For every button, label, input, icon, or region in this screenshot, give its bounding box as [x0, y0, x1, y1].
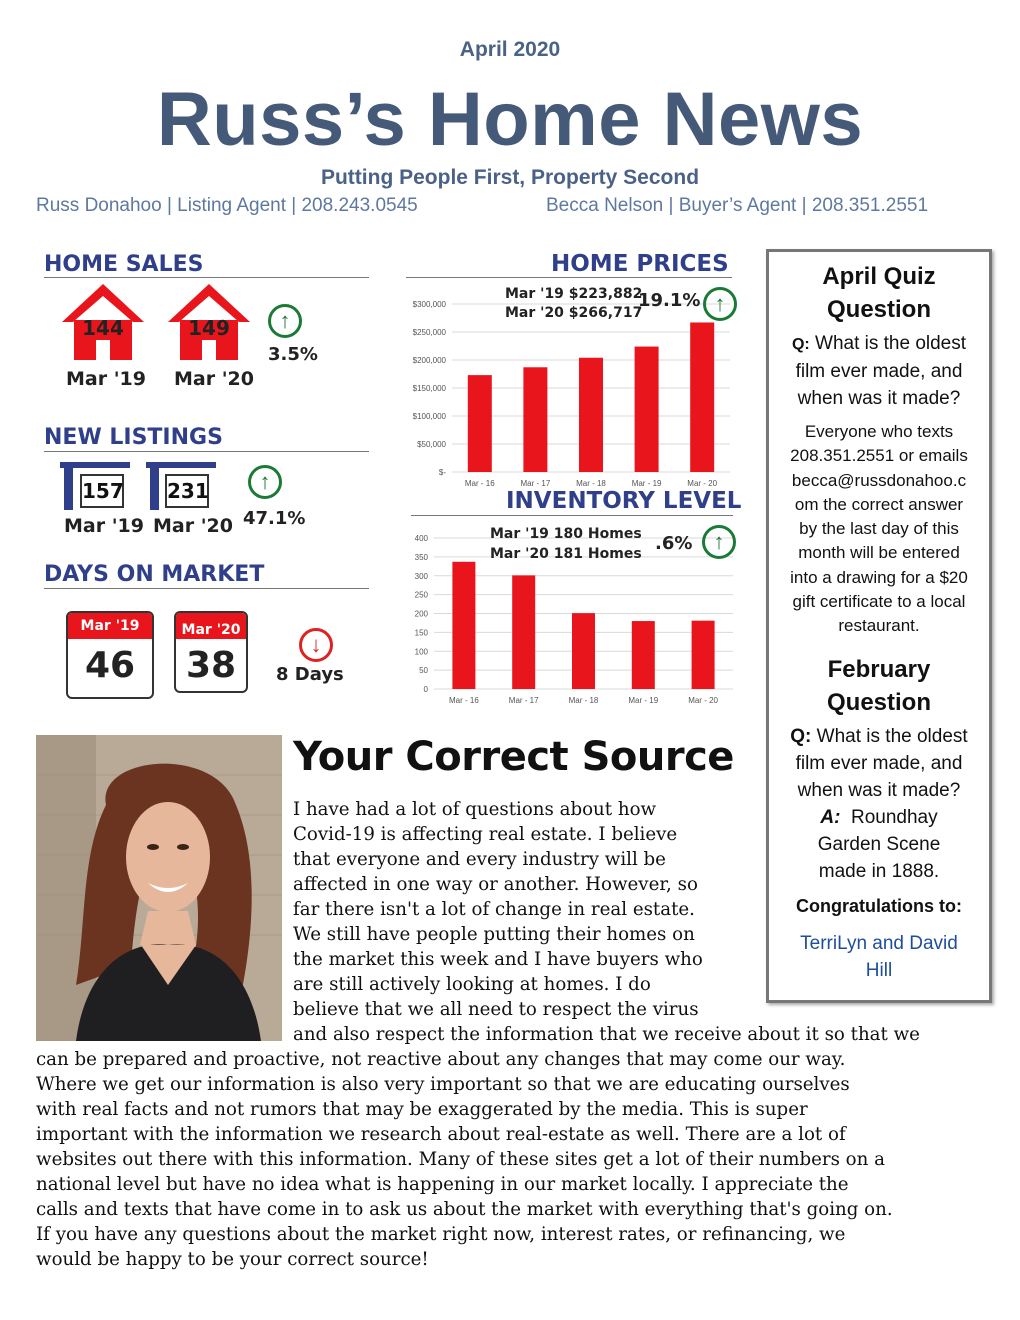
- april-body-8: gift certificate to a local: [792, 592, 966, 612]
- x-tick-label: Mar - 20: [688, 696, 718, 705]
- y-tick-label: 350: [414, 552, 428, 562]
- april-body-3: becca@russdonahoo.c: [791, 470, 967, 490]
- x-tick-label: Mar - 17: [508, 696, 539, 705]
- article-line: If you have any questions about the market right now, interest rates, or refinancing, we: [36, 1224, 846, 1245]
- x-tick-label: Mar - 18: [568, 696, 599, 705]
- arrow-down-icon: ↓: [299, 628, 333, 662]
- home-sales-title: HOME SALES: [44, 252, 204, 277]
- y-tick-label: 0: [423, 685, 428, 694]
- x-tick-label: Mar - 16: [449, 696, 479, 705]
- home-prices-change: 19.1%: [638, 290, 701, 311]
- x-tick-label: Mar - 18: [576, 479, 606, 488]
- april-body-4: om the correct answer: [794, 494, 964, 514]
- a-prefix: A:: [820, 806, 841, 828]
- article-line: affected in one way or another. However, so: [293, 874, 698, 895]
- article-line: and also respect the information that we receive about it so that we: [293, 1024, 920, 1045]
- y-tick-label: 150: [414, 628, 428, 638]
- april-body-7: into a drawing for a $20: [790, 567, 968, 587]
- x-tick-label: Mar - 19: [631, 479, 662, 488]
- feb-a-1: Roundhay: [851, 806, 938, 828]
- article-line: national level but have no idea what is happening in our market locally. I appreciate the: [36, 1174, 849, 1195]
- april-body-1: Everyone who texts: [804, 422, 954, 441]
- x-tick-label: Mar - 17: [520, 479, 551, 488]
- q-prefix: Q:: [790, 725, 812, 747]
- x-tick-label: Mar - 20: [687, 479, 718, 488]
- dom-month-19: Mar '19: [80, 618, 140, 634]
- sign-post: [64, 462, 73, 510]
- bar: [692, 621, 715, 689]
- winner-1: TerriLyn and David: [800, 932, 958, 954]
- home-prices-note-19: Mar '19 $223,882: [505, 286, 643, 302]
- article-line: I have had a lot of questions about how: [293, 799, 657, 820]
- article-line: that everyone and every industry will be: [293, 849, 666, 870]
- x-tick-label: Mar - 19: [628, 696, 659, 705]
- newsletter-title: Russ’s Home News: [156, 77, 864, 162]
- dom-month-20: Mar '20: [181, 622, 241, 638]
- new-listings-value-20: 231: [165, 474, 209, 508]
- home-prices-note-20: Mar '20 $266,717: [505, 305, 643, 321]
- article-line: far there isn't a lot of change in real estate.: [293, 899, 695, 920]
- y-tick-label: $-: [438, 468, 446, 477]
- bar: [523, 367, 547, 472]
- inventory-title: INVENTORY LEVEL: [506, 488, 742, 514]
- days-on-market-title: DAYS ON MARKET: [44, 562, 265, 587]
- days-on-market-rule: [44, 588, 369, 589]
- feb-a-3: made in 1888.: [818, 860, 940, 882]
- new-listings-value-19: 157: [80, 474, 124, 508]
- bar: [452, 562, 475, 689]
- home-sales-change: 3.5%: [268, 344, 318, 365]
- listing-agent-contact: Russ Donahoo | Listing Agent | 208.243.0545: [36, 195, 418, 216]
- april-body-6: month will be entered: [798, 543, 960, 563]
- y-tick-label: 200: [414, 609, 428, 619]
- home-prices-title: HOME PRICES: [551, 251, 729, 277]
- article-line: would be happy to be your correct source!: [36, 1249, 429, 1270]
- article-line: We still have people putting their homes on: [293, 924, 695, 945]
- april-q-1: What is the oldest: [815, 333, 967, 354]
- home-sales-value-20: 149: [188, 316, 230, 340]
- y-tick-label: 300: [414, 571, 428, 581]
- bar: [635, 347, 659, 472]
- y-tick-label: 50: [419, 666, 428, 676]
- feb-question-line: [769, 723, 989, 750]
- y-tick-label: $200,000: [412, 356, 446, 365]
- dom-value-20: 38: [185, 645, 237, 686]
- bar: [572, 613, 595, 689]
- home-sales-label-19: Mar '19: [66, 368, 146, 390]
- feb-q-1: What is the oldest: [816, 725, 968, 747]
- april-body-2: 208.351.2551 or emails: [790, 446, 968, 466]
- article-body-full: [36, 1047, 893, 1272]
- new-listings-change: 47.1%: [243, 508, 306, 529]
- feb-title-2: Question: [826, 688, 931, 716]
- q-prefix: Q:: [791, 336, 810, 353]
- home-sales-label-20: Mar '20: [174, 368, 254, 390]
- home-sales-value-19: 144: [82, 316, 124, 340]
- article-line: Where we get our information is also very important so that we are educating ourselves: [36, 1074, 850, 1095]
- inventory-note-19: Mar '19 180 Homes: [490, 526, 642, 542]
- article-line: can be prepared and proactive, not reactive about any changes that may come our way.: [36, 1049, 846, 1070]
- april-body-5: by the last day of this: [799, 519, 959, 539]
- arrow-up-icon: ↑: [703, 287, 737, 321]
- y-tick-label: $300,000: [412, 300, 446, 309]
- article-line: are still actively looking at homes. I do: [293, 974, 651, 995]
- y-tick-label: 250: [414, 590, 428, 600]
- home-sales-rule: [44, 277, 369, 278]
- article-title: Your Correct Source: [293, 734, 734, 780]
- y-tick-label: $150,000: [412, 384, 446, 393]
- inventory-note-20: Mar '20 181 Homes: [490, 546, 642, 562]
- x-tick-label: Mar - 16: [464, 479, 495, 488]
- bar: [512, 575, 535, 689]
- april-quiz-title-2: Question: [826, 296, 931, 323]
- bar: [632, 621, 655, 689]
- april-q-3: when was it made?: [797, 388, 961, 409]
- dom-value-19: 46: [84, 645, 136, 686]
- new-listings-title: NEW LISTINGS: [44, 425, 223, 450]
- arrow-up-icon: ↑: [248, 465, 282, 499]
- article-line: with real facts and not rumors that may be exaggerated by the media. This is super: [36, 1099, 808, 1120]
- inventory-change: .6%: [655, 533, 693, 554]
- y-tick-label: 400: [414, 534, 428, 543]
- y-tick-label: $250,000: [412, 328, 446, 337]
- buyers-agent-contact: Becca Nelson | Buyer’s Agent | 208.351.2551: [546, 195, 929, 216]
- issue-month: April 2020: [459, 38, 561, 61]
- bar: [690, 322, 714, 472]
- april-question-line: [769, 330, 989, 358]
- new-listings-label-19: Mar '19: [64, 515, 144, 537]
- article-line: websites out there with this information. Many of these sites get a lot of their numbers on a: [36, 1149, 885, 1170]
- article-line: Covid-19 is affecting real estate. I believe: [293, 824, 678, 845]
- feb-q-3: when was it made?: [797, 779, 961, 801]
- feb-title-1: February: [827, 655, 931, 683]
- bar: [468, 375, 492, 472]
- april-body-9: restaurant.: [838, 616, 920, 636]
- y-tick-label: 100: [414, 647, 428, 657]
- y-tick-label: $100,000: [412, 412, 446, 421]
- new-listings-rule: [44, 451, 369, 452]
- y-tick-label: $50,000: [417, 440, 446, 449]
- article-body-wrapped: [293, 797, 920, 1047]
- article-line: believe that we all need to respect the virus: [293, 999, 699, 1020]
- feb-a-2: Garden Scene: [817, 833, 941, 855]
- april-q-2: film ever made, and: [795, 361, 963, 382]
- tagline: Putting People First, Property Second: [320, 166, 700, 189]
- feb-q-2: film ever made, and: [795, 752, 963, 774]
- article-line: important with the information we research about real-estate as well. There are a lot of: [36, 1124, 846, 1145]
- april-quiz-title-1: April Quiz: [822, 263, 936, 290]
- arrow-up-icon: ↑: [268, 304, 302, 338]
- sign-post: [150, 462, 159, 510]
- article-line: the market this week and I have buyers who: [293, 949, 703, 970]
- winner-2: Hill: [865, 959, 893, 981]
- congrats-label: Congratulations to:: [796, 895, 962, 916]
- agent-photo: [36, 735, 282, 1041]
- article-line: calls and texts that have come in to ask us about the market with everything that's going on.: [36, 1199, 893, 1220]
- inventory-rule: [411, 515, 733, 516]
- dom-change: 8 Days: [276, 664, 344, 685]
- bar: [579, 358, 603, 472]
- home-prices-rule: [406, 277, 732, 278]
- arrow-up-icon: ↑: [702, 525, 736, 559]
- new-listings-label-20: Mar '20: [153, 515, 233, 537]
